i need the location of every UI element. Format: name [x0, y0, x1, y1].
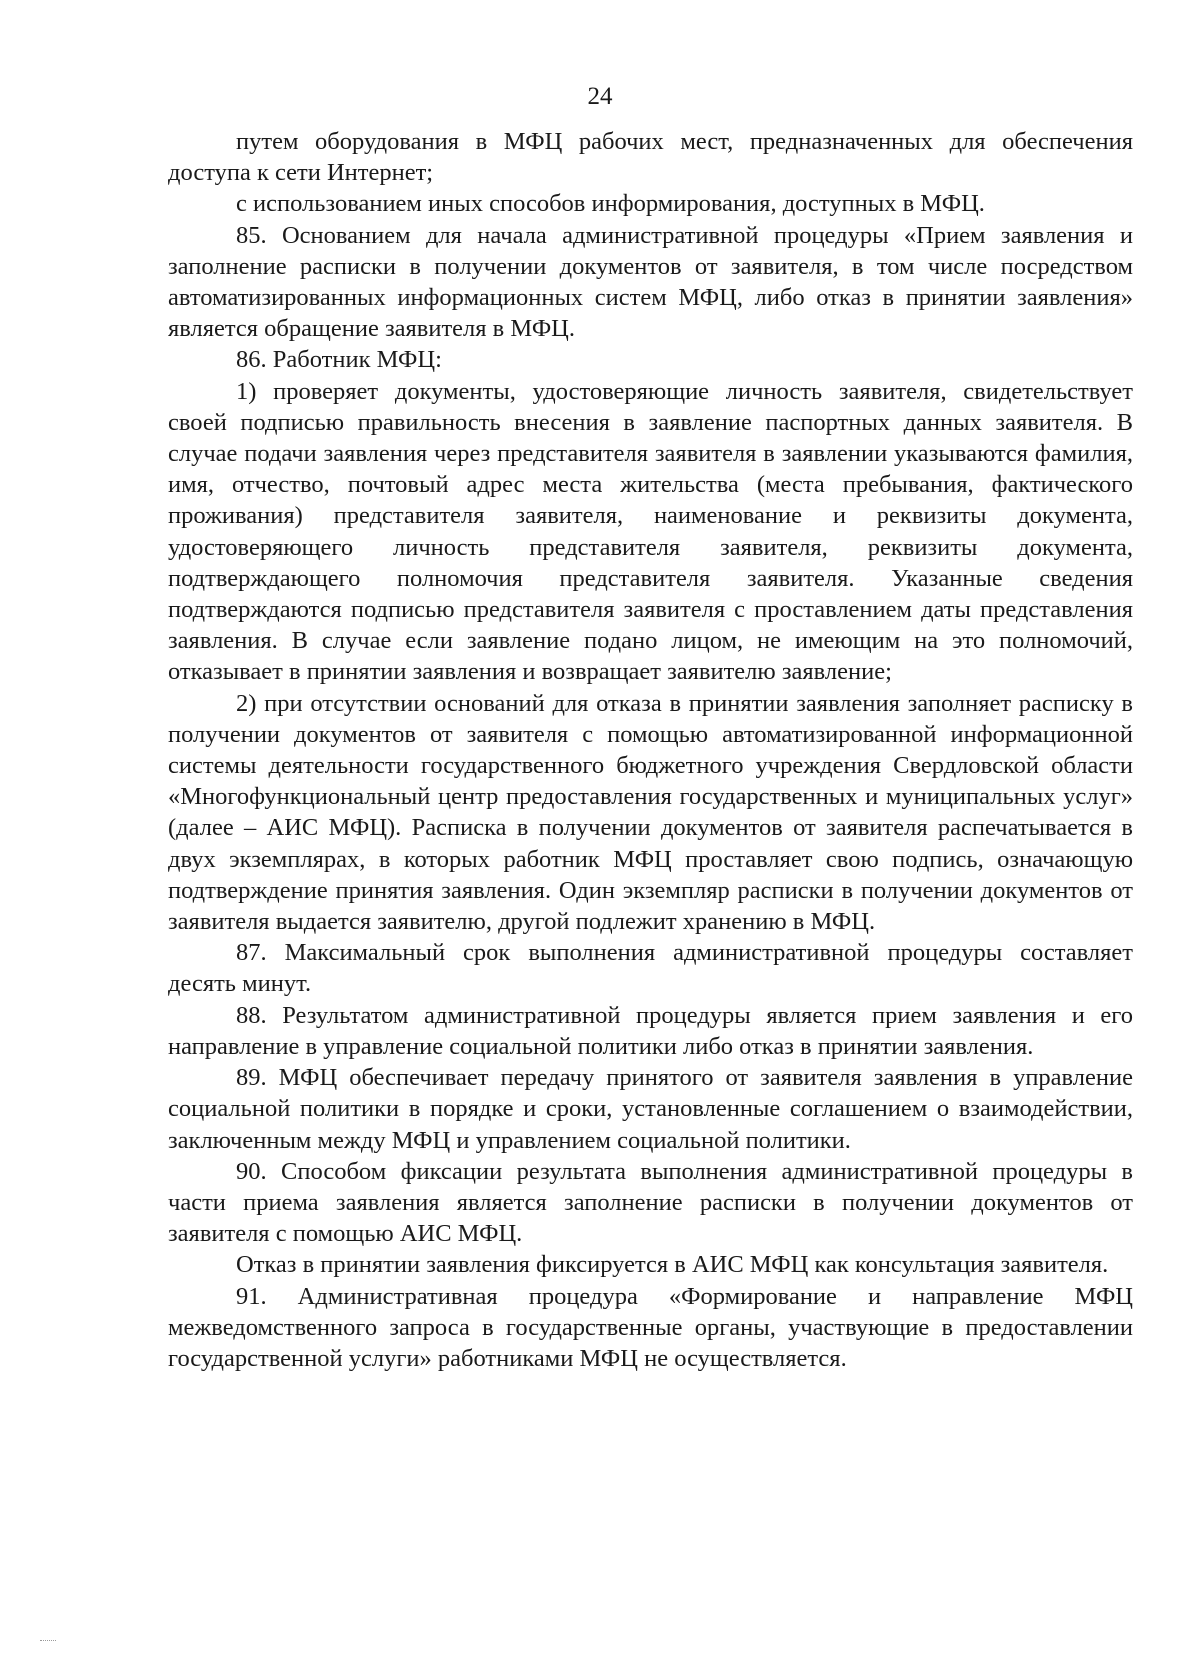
page-number: 24 [587, 83, 613, 110]
paragraph-85: 85. Основанием для начала административной процедуры «Прием заявления и заполнение расписки в получении документов от заявителя, в том числе посредством автоматизированных информационных систем МФЦ, либо отказ в принятии заявления» является обращение заявителя в МФЦ. [168, 221, 1133, 343]
paragraph-89: 89. МФЦ обеспечивает передачу принятого от заявителя заявления в управление социальной политики в порядке и сроки, установленные соглашением о взаимодействии, заключенным между МФЦ и управлением социальной политики. [168, 1064, 1133, 1154]
scan-artifact [40, 1640, 56, 1643]
paragraph-86-2: 2) при отсутствии оснований для отказа в принятии заявления заполняет расписку в получении документов от заявителя с помощью автоматизированной информационной системы деятельности государственного бюджетного учреждения Свердловской области «Многофункциональный центр предоставления государственных и муниципальных услуг» (далее – АИС МФЦ). Расписка в получении документов от заявителя распечатывается в двух экземплярах, в которых работник МФЦ проставляет свою подпись, означающую подтверждение принятия заявления. Один экземпляр расписки в получении документов от заявителя выдается заявителю, другой подлежит хранению в МФЦ. [168, 689, 1133, 936]
paragraph-86-1: 1) проверяет документы, удостоверяющие личность заявителя, свидетельствует своей подписью правильность внесения в заявление паспортных данных заявителя. В случае подачи заявления через представителя заявителя в заявлении указываются фамилия, имя, отчество, почтовый адрес места жительства (места пребывания, фактического проживания) представителя заявителя, наименование и реквизиты документа, удостоверяющего личность представителя заявителя, реквизиты документа, подтверждающего полномочия представителя заявителя. Указанные сведения подтверждаются подписью представителя заявителя с проставлением даты представления заявления. В случае если заявление подано лицом, не имеющим на это полномочий, отказывает в принятии заявления и возвращает заявителю заявление; [168, 377, 1133, 686]
document-body [168, 126, 1133, 1374]
paragraph-91: 91. Административная процедура «Формирование и направление МФЦ межведомственного запроса в государственные органы, участвующие в предоставлении государственной услуги» работниками МФЦ не осуществляется. [168, 1282, 1133, 1372]
paragraph-88: 88. Результатом административной процедуры является прием заявления и его направление в управление социальной политики либо отказ в принятии заявления. [168, 1001, 1133, 1060]
paragraph-90: 90. Способом фиксации результата выполнения административной процедуры в части приема заявления является заполнение расписки в получении документов от заявителя с помощью АИС МФЦ. [168, 1157, 1133, 1248]
paragraph-other-methods: с использованием иных способов информирования, доступных в МФЦ. [236, 190, 985, 218]
paragraph-86: 86. Работник МФЦ: [236, 346, 442, 374]
paragraph-87: 87. Максимальный срок выполнения административной процедуры составляет десять минут. [168, 939, 1133, 998]
paragraph-internet-access: путем оборудования в МФЦ рабочих мест, предназначенных для обеспечения доступа к сети Интернет; [168, 128, 1133, 187]
paragraph-refusal: Отказ в принятии заявления фиксируется в АИС МФЦ как консультация заявителя. [236, 1251, 1109, 1279]
